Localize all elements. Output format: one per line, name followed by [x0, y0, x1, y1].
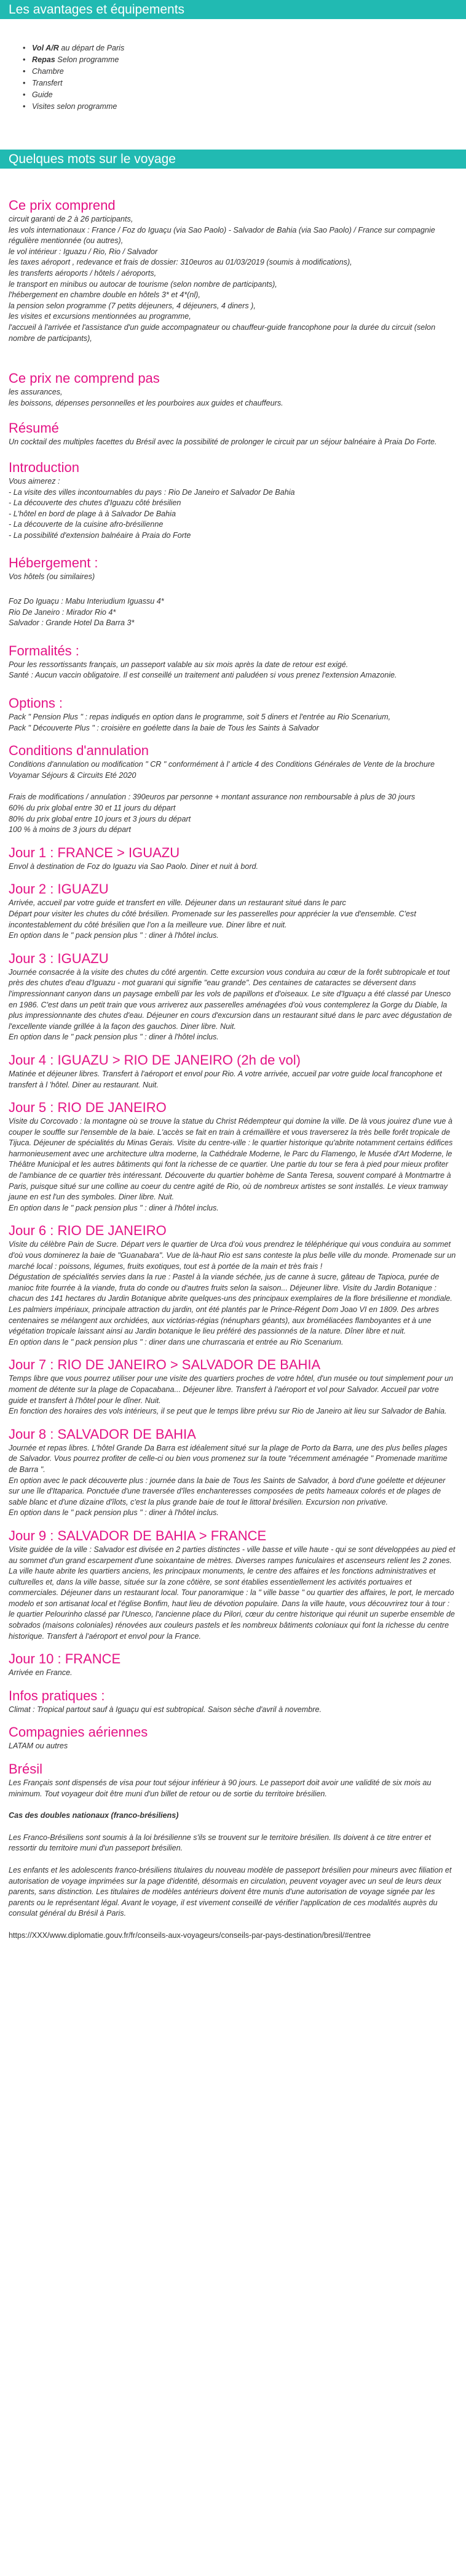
price-includes-title: Ce prix comprend: [9, 198, 116, 213]
practical-title: Infos pratiques :: [9, 1687, 105, 1703]
text-line: les assurances,: [9, 388, 63, 397]
item-text: Visites selon programme: [32, 102, 117, 111]
text-line: le vol intérieur : Iguazu / Rio, Rio / Salvador: [9, 247, 158, 256]
day-title: Jour 9 : SALVADOR DE BAHIA > FRANCE: [9, 1527, 267, 1543]
cancellation-list: [9, 792, 457, 835]
brazil-subtitle: Cas des doubles nationaux (franco-brésiliens): [9, 1811, 179, 1820]
text-line: 100 % à moins de 3 jours du départ: [9, 825, 131, 834]
about-banner: Quelques mots sur le voyage: [0, 150, 466, 169]
text-line: - La visite des villes incontournables du pays : Rio De Janeiro et Salvador De Bahia: [9, 487, 295, 497]
price-excludes-title: Ce prix ne comprend pas: [9, 370, 160, 386]
text-line: les boissons, dépenses personnelles et les pourboires aux guides et chauffeurs.: [9, 398, 283, 407]
formalities-title: Formalités :: [9, 642, 79, 658]
day-title: Jour 5 : RIO DE JANEIRO: [9, 1100, 167, 1116]
day-text: Arrivée, accueil par votre guide et transfert en ville. Déjeuner dans un restaurant situé dans le parc Départ pour visiter les chutes du côté brésilien. Promenade sur les passerelles pour apprécier la vue d'ensemble. C'est incontestablement du côté brésilien que l'on a la meilleure vue. Diner libre et nuit. En option dans le " pack pension plus " : diner à l'hôtel inclus.: [9, 898, 416, 940]
text-line: Rio De Janeiro : Mirador Rio 4*: [9, 607, 116, 617]
text-line: Pack " Pension Plus " : repas indiqués en option dans le programme, soit 5 diners et l'entrée au Rio Scenarium,: [9, 713, 391, 722]
item-text: au départ de Paris: [58, 44, 125, 52]
options-list: [9, 712, 457, 734]
day-title: Jour 1 : FRANCE > IGUAZU: [9, 844, 180, 860]
equipment-list: [9, 42, 457, 113]
list-item: [32, 54, 457, 66]
item-text: Transfert: [32, 79, 63, 87]
day-title: Jour 10 : FRANCE: [9, 1651, 121, 1667]
brazil-p2: Les Franco-Brésiliens sont soumis à la loi brésilienne s'ils se trouvent sur le territoire brésilien. Ils doivent à ce titre entrer et ressortir du territoire muni d'un passeport brésilien.: [9, 1833, 431, 1853]
text-line: la pension selon programme (7 petits déjeuners, 4 déjeuners, 4 diners ),: [9, 301, 256, 310]
summary-text: Un cocktail des multiples facettes du Brésil avec la possibilité de prolonger le circuit par un séjour balnéaire à Praia Do Forte.: [9, 438, 437, 447]
airlines-title: Compagnies aériennes: [9, 1724, 148, 1740]
day-text: Visite guidée de la ville : Salvador est divisée en 2 parties distinctes - ville basse et ville haute - qui se sont développées au pied et au sommet d'un grand escarpement d'une soixantaine de mètres. Diverses rampes funiculaires et ascenseurs relient les 2 zones. La ville haute abrite les quartiers anciens, les principaux monuments, le centre des affaires et les fonctions administratives et culturelles et, dans la ville basse, située sur la zone côtière, se sont établies essentiellement les activités portuaires et commerciales. Déjeuner dans un restaurant local. Tour panoramique : la " ville basse " ou quartier des affaires, le port, le mercado modelo et son artisanat local et l'église Bonfim, haut lieu de dévotion populaire. Dans la ville haute, vous découvrirez tour à tour : le quartier Pelourinho classé par l'Unesco, l'ancienne place du Pilori, cœur du centre historique qui réunit un superbe ensemble de sobrados (maisons coloniales) rénovées aux couleurs pastels et les nombreux bâtiments coloniaux qui font la richesse du centre historique. Transfert à l'aéroport et envol pour la France.: [9, 1545, 456, 1641]
item-bold: Vol A/R: [32, 44, 59, 52]
airlines-text: LATAM ou autres: [9, 1742, 68, 1751]
day-title: Jour 2 : IGUAZU: [9, 881, 109, 897]
text-line: Frais de modifications / annulation : 390euros par personne + montant assurance non remboursable à plus de 30 jours: [9, 793, 416, 802]
text-line: l'hébergement en chambre double en hôtels 3* et 4*(nl),: [9, 290, 200, 300]
day-text: Visite du célèbre Pain de Sucre. Départ vers le quartier de Urca d'où vous prendrez le téléphérique qui vous conduira au sommet d'où vous dominerez la baie de "Guanabara". Vue de là-haut Rio est sans conteste la plus belle ville du monde. Promenade sur un marché local : poissons, légumes, fruits exotiques, tout est à portée de la main et très frais ! Dégustation de spécialités servies dans la rue : Pastel à la viande séchée, jus de canne à sucre, gâteau de Tapioca, purée de manioc frite fourrée à la viande, fruta do conde ou d'autres fruits selon la saison... Déjeuner libre. Visite du Jardin Botanique : chacun des 141 hectares du Jardin Botanique abrite quelques-uns des principaux exemplaires de la flore brésilienne et mondiale. Les palmiers impériaux, principale attraction du jardin, ont été plantés par le Prince-Régent Dom Joao VI en 1809. Des arbres centenaires se mélangent aux orchidées, aux victórias-régias (nénuphars géants), aux broméliacées flamboyantes et à une végétation tropicale laissant ainsi au Jardin botanique le lieu préféré des passionnés de la nature. Dîner libre et nuit. En option dans le " pack pension plus " : diner dans une churrascaria et entrée au Rio Scenarium.: [9, 1240, 456, 1346]
practical-text: Climat : Tropical partout sauf à Iguaçu qui est subtropical. Saison sèche d'avril à novembre.: [9, 1705, 322, 1714]
brazil-title: Brésil: [9, 1761, 43, 1777]
brazil-link[interactable]: https://XXX/www.diplomatie.gouv.fr/fr/conseils-aux-voyageurs/conseils-par-pays-destination/bresil/#entree: [9, 1930, 371, 1940]
text-line: Pack " Découverte Plus " : croisière en goélette dans la baie de Tous les Saints à Salvador: [9, 723, 319, 732]
item-text: Selon programme: [55, 55, 119, 64]
lodging-list: [9, 596, 457, 629]
price-excludes-list: [9, 387, 457, 409]
item-text: Chambre: [32, 67, 64, 76]
formalities-list: [9, 660, 457, 681]
text-line: l'accueil à l'arrivée et l'assistance d'un guide accompagnateur ou chauffeur-guide francophone pour la durée du circuit (selon nombre de participants),: [9, 322, 436, 343]
item-bold: Repas: [32, 55, 55, 64]
day-text: Temps libre que vous pourrez utiliser pour une visite des quartiers proches de votre hôtel, d'un musée ou tout simplement pour un moment de détente sur la plage de Copacabana... Déjeuner libre. Transfert à l'aéroport et vol pour Salvador. Accueil par votre guide et transfert à l'hôtel pour le dîner. Nuit. En fonction des horaires des vols intérieurs, il se peut que le temps libre prévu sur Rio de Janeiro ait lieu sur Salvador de Bahia.: [9, 1374, 453, 1416]
list-item: [32, 89, 457, 101]
brazil-p1: Les Français sont dispensés de visa pour tout séjour inférieur à 90 jours. Le passeport doit avoir une validité de six mois au minimum. Tout voyageur doit être muni d'un billet de retour ou de sortie du territoire brésilien.: [9, 1778, 432, 1798]
day-title: Jour 7 : RIO DE JANEIRO > SALVADOR DE BAHIA: [9, 1357, 321, 1373]
item-text: Guide: [32, 90, 53, 99]
day-title: Jour 6 : RIO DE JANEIRO: [9, 1223, 167, 1239]
options-title: Options :: [9, 695, 63, 711]
itinerary: [9, 844, 457, 1679]
lodging-subtitle: Vos hôtels (ou similaires): [9, 572, 95, 582]
text-line: circuit garanti de 2 à 26 participants,: [9, 215, 133, 223]
lodging-title: Hébergement :: [9, 555, 98, 571]
equipment-banner: Les avantages et équipements: [0, 0, 466, 19]
day-text: Envol à destination de Foz do Iguazu via Sao Paolo. Diner et nuit à bord.: [9, 862, 259, 871]
intro-list: [9, 476, 457, 542]
intro-title: Introduction: [9, 459, 79, 475]
text-line: - La découverte de la cuisine afro-brésilienne: [9, 520, 164, 529]
price-includes-list: [9, 214, 457, 344]
summary-title: Résumé: [9, 420, 59, 436]
text-line: les taxes aéroport , redevance et frais de dossier: 310euros au 01/03/2019 (soumis à modifications),: [9, 258, 352, 267]
list-item: [32, 66, 457, 78]
day-text: Journée et repas libres. L'hôtel Grande Da Barra est idéalement situé sur la plage de Porto da Barra, une des plus belles plages de Salvador. Vous pourrez profiter de celle-ci ou bien vous promenez sur la toute "récemment aménagée " Promenade maritime de Barra ". En option avec le pack découverte plus : journée dans la baie de Tous les Saints de Salvador, à bord d'une goélette et déjeuner sur une île d'Itaparica. Ponctuée d'une traversée d'îles enchanteresses composées de petits hameaux colorés et de plages de sable blanc et d'une dizaine d'îlots, c'est la plus grande baie de tout le littoral brésilien. Excursion non privative. En option dans le " pack pension plus " : diner à l'hôtel inclus.: [9, 1443, 448, 1518]
day-text: Arrivée en France.: [9, 1668, 73, 1678]
cancellation-para: Conditions d'annulation ou modification " CR " conformément à l' article 4 des Conditions Générales de Vente de la brochure Voyamar Séjours & Circuits Eté 2020: [9, 760, 435, 780]
day-text: Journée consacrée à la visite des chutes du côté argentin. Cette excursion vous conduira au cœur de la forêt subtropicale et tout près des chutes d'eau d'Iguazu - mot guarani qui signifie "eau grande". Des centaines de cataractes se déversent dans l'impressionnant canyon dans un paysage embelli par les vols de papillons et d'oiseaux. Le site d'Iguaçu a été classé par Unesco en 1986. C'est dans un petit train que vous arriverez aux passerelles aménagées d'où vous contemplerez la Gorge du Diable, la plus impressionnante des chutes d'eau. Déjeuner en cours d'excursion dans un restaurant situé dans le parc avec dégustation de l'excellente viande grillée à la façon des gauchos. Diner libre. Nuit. En option dans le " pack pension plus " : diner à l'hôtel inclus.: [9, 967, 452, 1042]
text-line: 60% du prix global entre 30 et 11 jours du départ: [9, 804, 176, 812]
text-line: Salvador : Grande Hotel Da Barra 3*: [9, 618, 135, 628]
text-line: les vols internationaux : France / Foz do Iguaçu (via Sao Paolo) - Salvador de Bahia (via Sao Paolo) / France sur compagnie régulière mentionnée (ou autres),: [9, 225, 435, 246]
brazil-p3: Les enfants et les adolescents franco-brésiliens titulaires du nouveau modèle de passeport brésilien pour mineurs avec filiation et autorisation de voyage imprimées sur la page d'identité, désormais en circulation, peuvent voyager avec un seul de leurs deux parents, sans distinction. Les titulaires de modèles antérieurs doivent être munis d'une autorisation de voyage signée par les parents ou le représentant légal. Avant le voyage, il est vivement conseillé de vérifier l'application de ces modalités auprès du consulat général du Brésil à Paris.: [9, 1866, 452, 1918]
text-line: - L'hôtel en bord de plage à à Salvador De Bahia: [9, 509, 176, 518]
text-line: Pour les ressortissants français, un passeport valable au six mois après la date de retour est exigé.: [9, 660, 349, 669]
text-line: Santé : Aucun vaccin obligatoire. Il est conseillé un traitement anti paludéen si vous prenez l'extension Amazonie.: [9, 671, 397, 680]
text-line: - La possibilité d'extension balnéaire à Praia do Forte: [9, 530, 191, 540]
day-text: Visite du Corcovado : la montagne où se trouve la statue du Christ Rédempteur qui domine la ville. De là vous jouirez d'une vue à couper le souffle sur l'ensemble de la baie. L'accès se fait en train à crémaillère et vous traverserez la très belle forêt tropicale de Tijuca. Déjeuner de spécialités du Minas Gerais. Visite du centre-ville : le quartier historique qu'abrite notamment certains édifices harmonieusement avec une architecture ultra moderne, la Cathédrale Moderne, le Parc du Flamengo, le Musée d'Art Moderne, le Théâtre Municipal et les autres bâtiments qui font la richesse de ce quartier. Une partie du tour se fera à pied pour mieux profiter de l'ambiance de ce quartier très intéressant. Découverte du quartier bohème de Santa Teresa, souvent comparé à Montmartre à Paris, puisque situé sur une colline au coeur du centre agité de Rio, où de nombreux artistes se sont installés. Le vieux tramway jaune en est l'un des symboles. Diner libre. Nuit. En option dans le " pack pension plus " : diner à l'hôtel inclus.: [9, 1117, 453, 1212]
text-line: Foz Do Iguaçu : Mabu Interiudium Iguassu 4*: [9, 597, 164, 606]
text-line: le transport en minibus ou autocar de tourisme (selon nombre de participants),: [9, 279, 277, 289]
text-line: les transferts aéroports / hôtels / aéroports,: [9, 268, 157, 278]
day-title: Jour 8 : SALVADOR DE BAHIA: [9, 1426, 196, 1442]
text-line: les visites et excursions mentionnées au programme,: [9, 312, 191, 321]
text-line: - La découverte des chutes d'Iguazu côté brésilien: [9, 498, 181, 508]
list-item: [32, 78, 457, 89]
day-title: Jour 3 : IGUAZU: [9, 950, 109, 966]
day-title: Jour 4 : IGUAZU > RIO DE JANEIRO (2h de vol): [9, 1052, 301, 1068]
cancellation-title: Conditions d'annulation: [9, 743, 149, 759]
day-text: Matinée et déjeuner libres. Transfert à l'aéroport et envol pour Rio. A votre arrivée, accueil par votre guide local francophone et transfert à l 'hôtel. Diner au restaurant. Nuit.: [9, 1069, 442, 1089]
text-line: Vous aimerez :: [9, 476, 60, 486]
text-line: 80% du prix global entre 10 jours et 3 jours du départ: [9, 814, 191, 823]
list-item: [32, 101, 457, 113]
list-item: [32, 42, 457, 54]
